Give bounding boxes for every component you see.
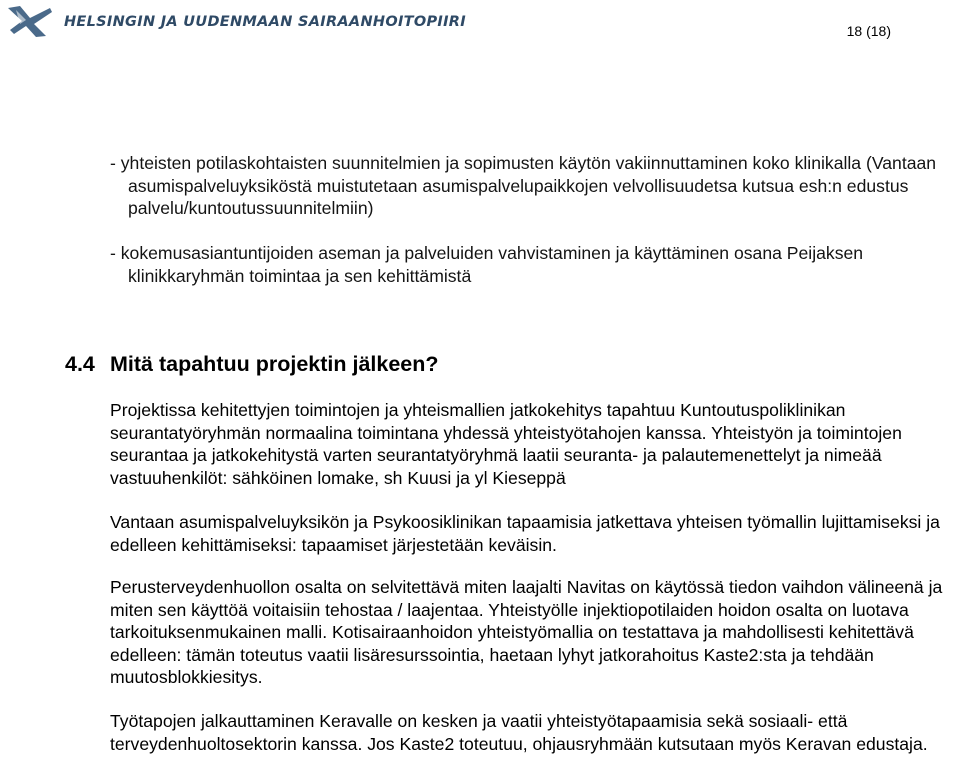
paragraph: Työtapojen jalkauttaminen Keravalle on kesken ja vaatii yhteistyötapaamisia sekä sosiaali- että terveydenhuoltosektorin kanssa. Jos Kaste2 toteutuu, ohjausryhmään kutsutaan myös Keravan edustaja. [110,711,928,754]
list-item: - yhteisten potilaskohtaisten suunnitelmien ja sopimusten käytön vakiinnuttaminen koko klinikalla (Vantaan asumispalveluyksiköstä muistutetaan asumispalvelupaikkojen velvollisuudetsa kutsua esh:n edustus palvelu/kuntoutussuunnitelmiin) [110,153,937,218]
organization-name: HELSINGIN JA UUDENMAAN SAIRAANHOITOPIIRI [64,14,466,30]
paragraph: Vantaan asumispalveluyksikön ja Psykoosiklinikan tapaamisia jatkettava yhteisen työmallin lujittamiseksi ja edelleen kehittämiseksi: tapaamiset järjestetään keväisin. [110,512,940,555]
page-number: 18 (18) [846,23,891,39]
section-number: 4.4 [65,352,95,376]
section-title: Mitä tapahtuu projektin jälkeen? [110,352,439,376]
list-item: - kokemusasiantuntijoiden aseman ja palveluiden vahvistaminen ja käyttäminen osana Peijaksen klinikkaryhmän toimintaa ja sen kehittämistä [110,243,864,286]
section-heading [65,351,439,377]
paragraph: Projektissa kehitettyjen toimintojen ja yhteismallien jatkokehitys tapahtuu Kuntoutuspoliklinikan seurantatyöryhmän normaalina toimintana yhdessä yhteistyötahojen kanssa. Yhteistyön ja toimintojen seurantaa ja jatkokehitystä varten seurantatyöryhmä laatii seuranta- ja palautemenettelyt ja nimeää vastuuhenkilöt: sähköinen lomake, sh Kuusi ja yl Kieseppä [110,400,902,488]
header-logo [6,4,466,38]
paragraph: Perusterveydenhuollon osalta on selvitettävä miten laajalti Navitas on käytössä tiedon vaihdon välineenä ja miten sen käyttöä voitaisiin tehostaa / laajentaa. Yhteistyölle injektiopotilaiden hoidon osalta on luotava tarkoituksenmukainen malli. Kotisairaanhoidon yhteistyömallia on testattava ja mahdollisesti kehitettävä edelleen: tämän toteutus vaatii lisäresurssointia, haetaan lyhyt jatkorahoitus Kaste2:sta ja tehdään muutosblokkiesitys. [110,577,943,687]
hus-bird-logo-icon [6,4,54,38]
